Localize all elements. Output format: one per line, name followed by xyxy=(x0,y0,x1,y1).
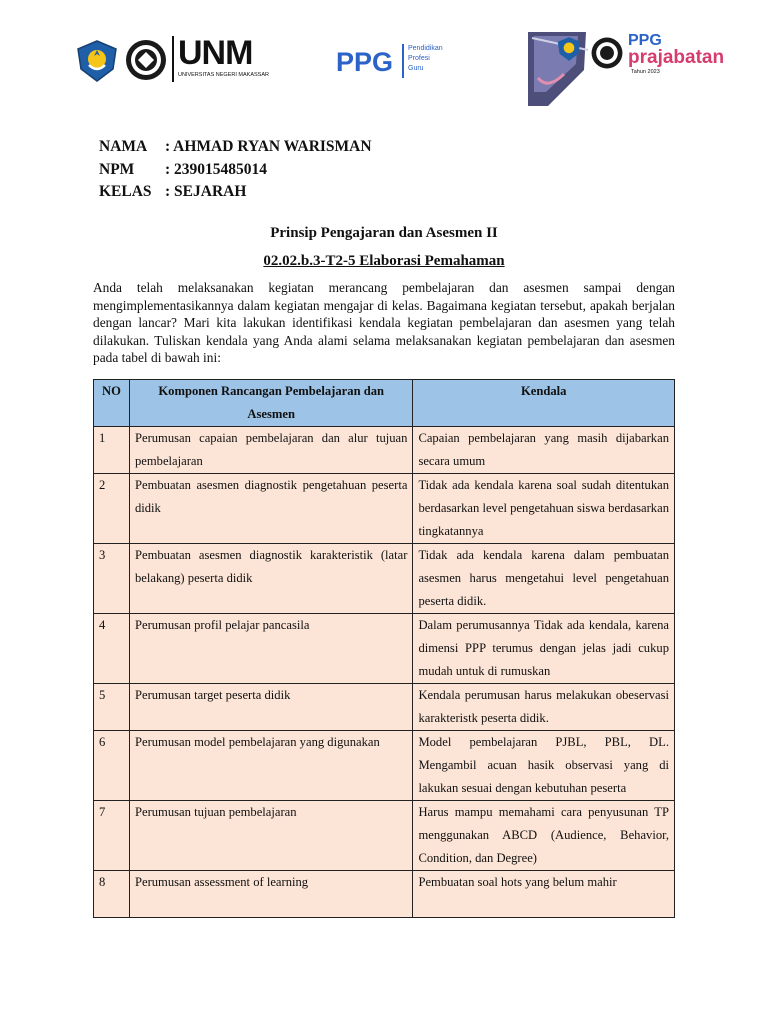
table-header-row xyxy=(94,380,675,427)
header-no: NO xyxy=(94,380,130,427)
prajabatan-main-text: prajabatan xyxy=(628,47,725,68)
row-kendala: Dalam perumusannya Tidak ada kendala, karena dimensi PPP terumus dengan jelas jadi cukup mudah untuk di rumuskan xyxy=(413,614,675,684)
row-komponen: Perumusan target peserta didik xyxy=(129,684,412,731)
npm-label: NPM xyxy=(99,160,135,178)
nama-row xyxy=(99,136,372,159)
ppg-divider xyxy=(402,44,404,78)
row-no: 7 xyxy=(94,801,130,871)
table-row xyxy=(94,474,675,544)
logo-divider xyxy=(172,36,174,82)
row-komponen: Perumusan tujuan pembelajaran xyxy=(129,801,412,871)
prajabatan-year: Tahun 2023 xyxy=(631,69,660,75)
table-row xyxy=(94,801,675,871)
row-kendala: Model pembelajaran PJBL, PBL, DL. Mengambil acuan hasik observasi yang di lakukan sesuai dengan kebutuhan peserta xyxy=(413,731,675,801)
unm-emblem-small xyxy=(590,36,624,70)
table-row xyxy=(94,427,675,474)
row-no: 8 xyxy=(94,871,130,918)
header-kendala: Kendala xyxy=(413,380,675,427)
table-row xyxy=(94,871,675,918)
unm-emblem-logo xyxy=(124,38,168,82)
row-komponen: Perumusan profil pelajar pancasila xyxy=(129,614,412,684)
row-komponen: Pembuatan asesmen diagnostik pengetahuan peserta didik xyxy=(129,474,412,544)
student-info xyxy=(99,136,372,204)
row-kendala: Tidak ada kendala karena dalam pembuatan asesmen harus mengetahui level pengetahuan peserta didik. xyxy=(413,544,675,614)
row-kendala: Pembuatan soal hots yang belum mahir xyxy=(413,871,675,918)
nama-label: NAMA xyxy=(99,138,148,155)
row-kendala: Capaian pembelajaran yang masih dijabarkan secara umum xyxy=(413,427,675,474)
nama-value: : AHMAD RYAN WARISMAN xyxy=(165,138,372,155)
row-no: 6 xyxy=(94,731,130,801)
unm-wordmark: UNM xyxy=(178,34,253,72)
unm-subtitle: UNIVERSITAS NEGERI MAKASSAR xyxy=(178,72,269,78)
tut-wuri-handayani-logo xyxy=(75,39,119,83)
row-no: 2 xyxy=(94,474,130,544)
row-kendala: Tidak ada kendala karena soal sudah ditentukan berdasarkan level pengetahuan siswa berdasarkan tingkatannya xyxy=(413,474,675,544)
table-row xyxy=(94,684,675,731)
ppg-subtitle: Pendidikan Profesi Guru xyxy=(408,45,443,72)
row-no: 4 xyxy=(94,614,130,684)
kelas-label: KELAS xyxy=(99,183,152,200)
header-logos xyxy=(0,0,768,115)
header-komponen: Komponen Rancangan Pembelajaran dan Asesmen xyxy=(129,380,412,427)
row-no: 5 xyxy=(94,684,130,731)
row-kendala: Kendala perumusan harus melakukan obeservasi karakteristk peserta didik. xyxy=(413,684,675,731)
intro-paragraph: Anda telah melaksanakan kegiatan merancang pembelajaran dan asesmen sampai dengan mengimplementasikannya dalam kegiatan mengajar di kelas. Bagaimana kegiatan tersebut, apakah berjalan dengan lancar? Mari kita lakukan identifikasi kendala kegiatan pembelajaran dan asesmen yang telah dilakukan. Tuliskan kendala yang Anda alami selama melaksanakan kegiatan pembelajaran dan asesmen pada tabel di bawah ini: xyxy=(93,280,675,365)
kelas-row xyxy=(99,181,372,204)
kelas-value: : SEJARAH xyxy=(165,183,247,200)
row-komponen: Perumusan capaian pembelajaran dan alur tujuan pembelajaran xyxy=(129,427,412,474)
document-subtitle: 02.02.b.3-T2-5 Elaborasi Pemahaman xyxy=(263,253,505,269)
row-komponen: Perumusan assessment of learning xyxy=(129,871,412,918)
npm-row xyxy=(99,159,372,182)
prajabatan-ppg-text: PPG xyxy=(628,32,662,49)
row-kendala: Harus mampu memahami cara penyusunan TP menggunakan ABCD (Audience, Behavior, Condition, dan Degree) xyxy=(413,801,675,871)
table-row xyxy=(94,614,675,684)
table-row xyxy=(94,544,675,614)
ppg-wordmark: PPG xyxy=(336,47,394,77)
row-komponen: Perumusan model pembelajaran yang digunakan xyxy=(129,731,412,801)
row-no: 1 xyxy=(94,427,130,474)
npm-value: : 239015485014 xyxy=(165,160,268,178)
table-row xyxy=(94,731,675,801)
kemdikbud-logo-small xyxy=(556,36,582,62)
kendala-table xyxy=(93,379,675,918)
row-komponen: Pembuatan asesmen diagnostik karakteristik (latar belakang) peserta didik xyxy=(129,544,412,614)
document-title: Prinsip Pengajaran dan Asesmen II xyxy=(270,225,498,241)
row-no: 3 xyxy=(94,544,130,614)
